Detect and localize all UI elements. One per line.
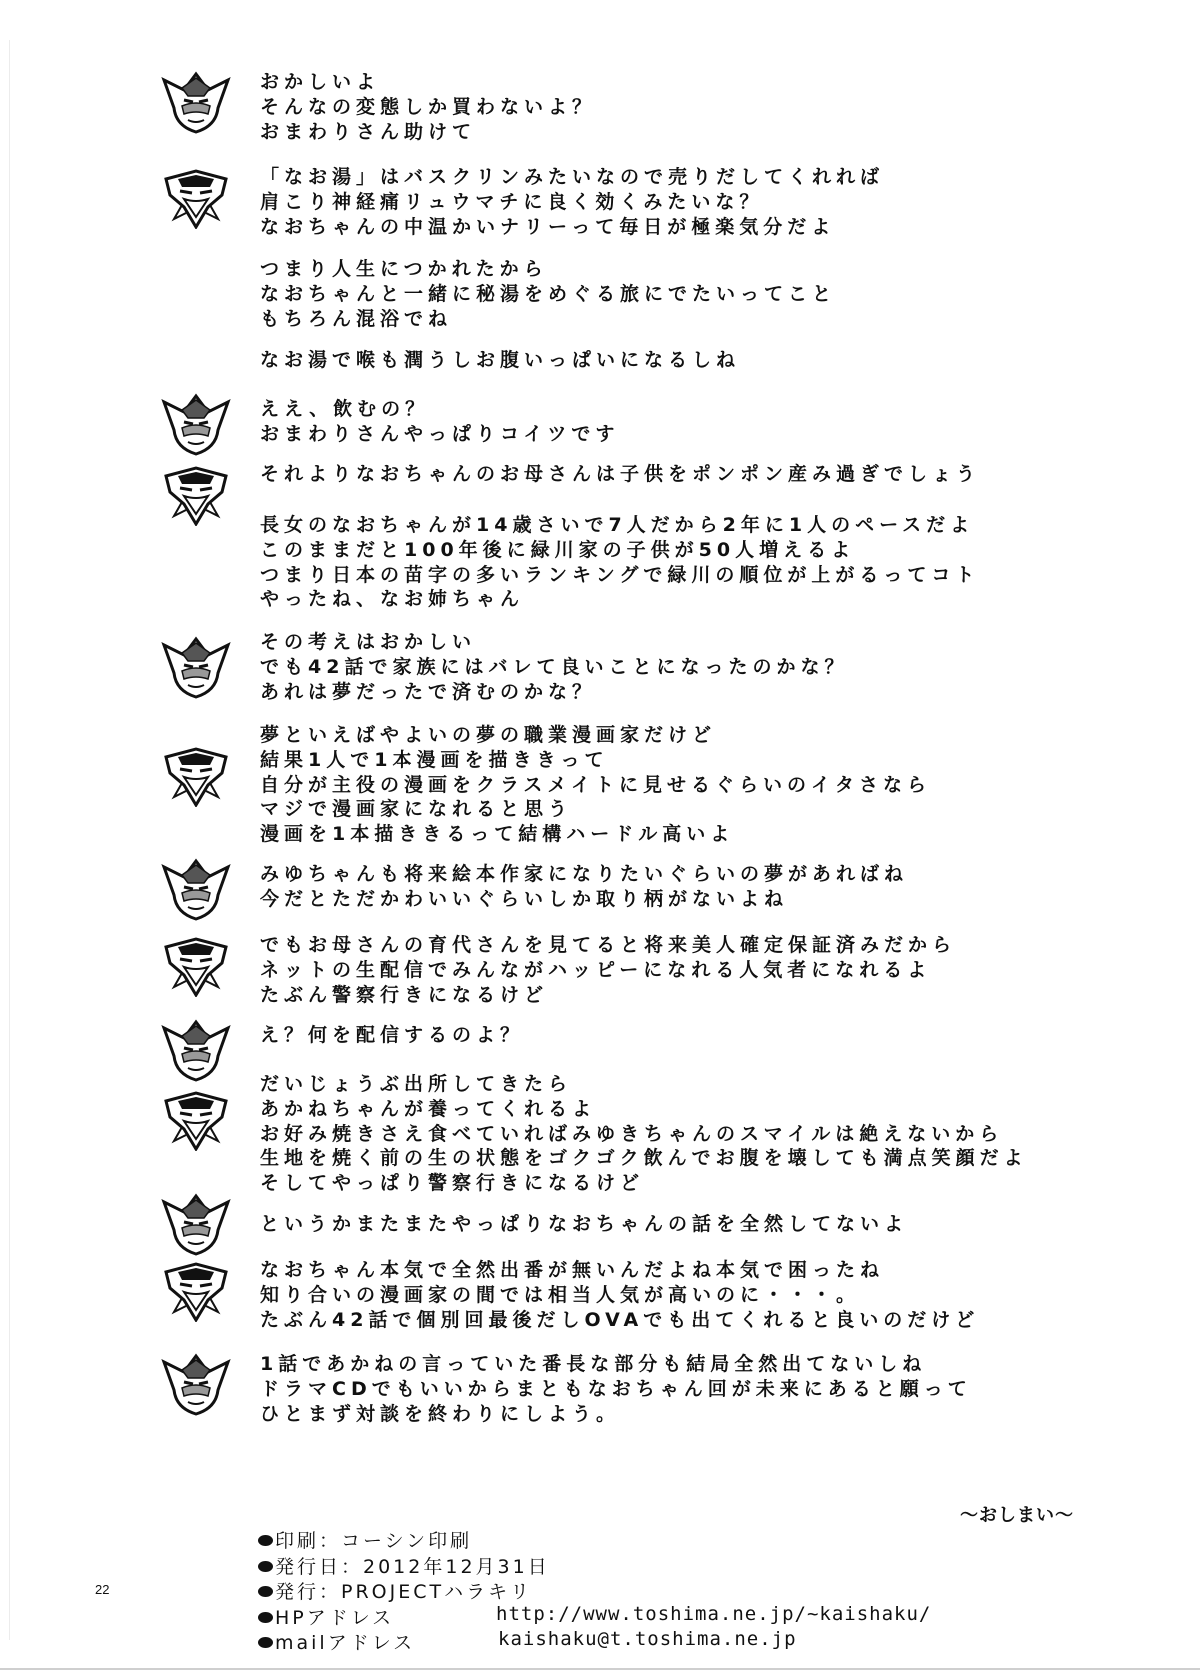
dialogue-line: なおちゃんと一緒に秘湯をめぐる旅にでたいってこと xyxy=(260,282,837,305)
dialogue-lines xyxy=(260,862,908,912)
dialogue-line: だいじょうぶ出所してきたら xyxy=(260,1073,573,1095)
dialogue-line: 結果1人で1本漫画を描ききって xyxy=(260,748,609,771)
dialogue-lines xyxy=(260,1212,908,1237)
speaker-avatar xyxy=(160,1192,232,1256)
homepage-url[interactable]: http://www.toshima.ne.jp/~kaishaku/ xyxy=(496,1602,932,1625)
dialogue-line: なお湯で喉も潤うしお腹いっぱいになるしね xyxy=(260,349,741,371)
dialogue-line: そんなの変態しか買わないよ？ xyxy=(260,95,597,118)
speaker-avatar xyxy=(160,1087,232,1151)
dialogue-lines xyxy=(260,257,836,331)
colophon-label: 発行：PROJECTハラキリ xyxy=(275,1581,533,1603)
dialogue-line: 1話であかねの言っていた番長な部分も結局全然出てないしね xyxy=(260,1353,927,1375)
dialogue-line: おまわりさん助けて xyxy=(260,120,477,143)
dialogue-line: あれは夢だったで済むのかな？ xyxy=(260,680,597,703)
page-number: 22 xyxy=(95,1582,110,1597)
bullet-icon xyxy=(258,1561,273,1572)
speaker-avatar xyxy=(160,1352,232,1416)
dialogue-line: 肩こり神経痛リュウマチに良く効くみたいな？ xyxy=(260,190,764,213)
dialogue-line: ドラマCDでもいいからまともなおちゃん回が未来にあると願って xyxy=(260,1377,972,1400)
mail-address[interactable]: kaishaku@t.toshima.ne.jp xyxy=(498,1628,797,1650)
dialogue-line: なおちゃん本気で全然出番が無いんだよね本気で困ったね xyxy=(260,1259,885,1281)
speaker-avatar xyxy=(160,743,232,807)
colophon-label: HPアドレス xyxy=(275,1606,395,1629)
colophon-mail xyxy=(258,1628,797,1654)
speaker-a-avatar-icon xyxy=(160,1018,232,1082)
dialogue-line: 夢といえばやよいの夢の職業漫画家だけど xyxy=(260,724,717,746)
scan-edge xyxy=(9,40,10,1640)
dialogue-line: おまわりさんやっぱりコイツです xyxy=(260,422,620,445)
speaker-a-avatar-icon xyxy=(160,392,232,456)
colophon-date xyxy=(258,1552,550,1578)
dialogue-line: 自分が主役の漫画をクラスメイトに見せるぐらいのイタさなら xyxy=(260,773,932,796)
dialogue-line: 知り合いの漫画家の間では相当人気が高いのに・・・。 xyxy=(260,1283,861,1306)
speaker-a-avatar-icon xyxy=(160,635,232,699)
dialogue-line: なおちゃんの中温かいナリーって毎日が極楽気分だよ xyxy=(260,215,836,238)
dialogue-line: そしてやっぱり警察行きになるけど xyxy=(260,1172,645,1195)
speaker-avatar xyxy=(160,165,232,229)
dialogue-line: というかまたまたやっぱりなおちゃんの話を全然してないよ xyxy=(260,1213,909,1235)
bullet-icon xyxy=(258,1586,273,1597)
speaker-b-avatar-icon xyxy=(160,462,232,526)
dialogue-lines xyxy=(260,513,979,612)
bullet-icon xyxy=(258,1612,273,1623)
dialogue-line: でもお母さんの育代さんを見てると将来美人確定保証済みだから xyxy=(260,934,957,956)
speaker-avatar xyxy=(160,857,232,921)
dialogue-line: あかねちゃんが養ってくれるよ xyxy=(260,1097,597,1120)
speaker-avatar xyxy=(160,635,232,699)
colophon xyxy=(258,1526,932,1654)
dialogue-line: でも42話で家族にはバレて良いことになったのかな？ xyxy=(260,655,849,678)
speaker-avatar xyxy=(160,1018,232,1082)
dialogue-lines xyxy=(260,1023,524,1048)
dialogue-line: たぶん42話で個別回最後だしOVAでも出てくれると良いのだけど xyxy=(260,1308,980,1331)
dialogue-line: 漫画を1本描ききるって結構ハードル高いよ xyxy=(260,823,735,846)
dialogue-lines xyxy=(260,723,931,847)
dialogue-line: おかしいよ xyxy=(260,71,381,93)
dialogue-line: その考えはおかしい xyxy=(260,631,477,653)
dialogue-line: やったね、なお姉ちゃん xyxy=(260,588,525,611)
colophon-printer xyxy=(258,1526,550,1552)
colophon-publisher xyxy=(258,1577,550,1603)
scan-line xyxy=(0,1668,1200,1670)
dialogue-line: お好み焼きさえ食べていればみゆきちゃんのスマイルは絶えないから xyxy=(260,1122,1004,1145)
dialogue-line: ネットの生配信でみんながハッピーになれる人気者になれるよ xyxy=(260,958,932,981)
dialogue-line: つまり日本の苗字の多いランキングで緑川の順位が上がるってコト xyxy=(260,563,980,586)
speaker-b-avatar-icon xyxy=(160,1258,232,1322)
speaker-a-avatar-icon xyxy=(160,1192,232,1256)
dialogue-line: マジで漫画家になれると思う xyxy=(260,798,573,821)
dialogue-lines xyxy=(260,165,884,239)
dialogue-lines xyxy=(260,397,619,447)
dialogue-lines xyxy=(260,1258,979,1332)
dialogue-line: このままだと100年後に緑川家の子供が50人増えるよ xyxy=(260,538,856,561)
bullet-icon xyxy=(258,1637,273,1648)
dialogue-lines xyxy=(260,1352,972,1426)
dialogue-lines xyxy=(260,933,956,1007)
dialogue-lines xyxy=(260,70,596,144)
ending-mark: 〜おしまい〜 xyxy=(960,1505,1074,1526)
speaker-b-avatar-icon xyxy=(160,1087,232,1151)
colophon-label: mailアドレス xyxy=(275,1632,416,1654)
speaker-b-avatar-icon xyxy=(160,933,232,997)
colophon-label: 発行日：2012年12月31日 xyxy=(275,1555,550,1578)
dialogue-lines xyxy=(260,630,848,704)
speaker-a-avatar-icon xyxy=(160,1352,232,1416)
dialogue-line: 長女のなおちゃんが14歳さいで7人だから2年に1人のペースだよ xyxy=(260,514,975,536)
dialogue-line: 「なお湯」はバスクリンみたいなので売りだしてくれれば xyxy=(260,166,885,188)
dialogue-lines xyxy=(260,348,740,373)
dialogue-line: ええ、飲むの？ xyxy=(260,398,430,420)
colophon-homepage xyxy=(258,1602,932,1629)
speaker-avatar xyxy=(160,392,232,456)
dialogue-lines xyxy=(260,1072,1028,1196)
dialogue-line: それよりなおちゃんのお母さんは子供をポンポン産み過ぎでしょう xyxy=(260,463,981,485)
dialogue-line: つまり人生につかれたから xyxy=(260,258,548,280)
dialogue-line: もちろん混浴でね xyxy=(260,307,453,330)
speaker-avatar xyxy=(160,1258,232,1322)
dialogue-line: 生地を焼く前の生の状態をゴクゴク飲んでお腹を壊しても満点笑顔だよ xyxy=(260,1147,1028,1170)
dialogue-line: 今だとただかわいいぐらいしか取り柄がないよね xyxy=(260,887,789,910)
dialogue-line: え？何を配信するのよ？ xyxy=(260,1024,525,1046)
speaker-b-avatar-icon xyxy=(160,743,232,807)
speaker-a-avatar-icon xyxy=(160,70,232,134)
speaker-avatar xyxy=(160,462,232,526)
dialogue-line: みゆちゃんも将来絵本作家になりたいぐらいの夢があればね xyxy=(260,863,909,885)
speaker-avatar xyxy=(160,70,232,134)
dialogue-line: ひとまず対談を終わりにしよう。 xyxy=(260,1402,621,1425)
colophon-label: 印刷：コーシン印刷 xyxy=(275,1530,473,1552)
speaker-a-avatar-icon xyxy=(160,857,232,921)
dialogue-line: たぶん警察行きになるけど xyxy=(260,983,549,1006)
speaker-avatar xyxy=(160,933,232,997)
speaker-b-avatar-icon xyxy=(160,165,232,229)
dialogue-lines xyxy=(260,462,980,487)
bullet-icon xyxy=(258,1535,273,1546)
